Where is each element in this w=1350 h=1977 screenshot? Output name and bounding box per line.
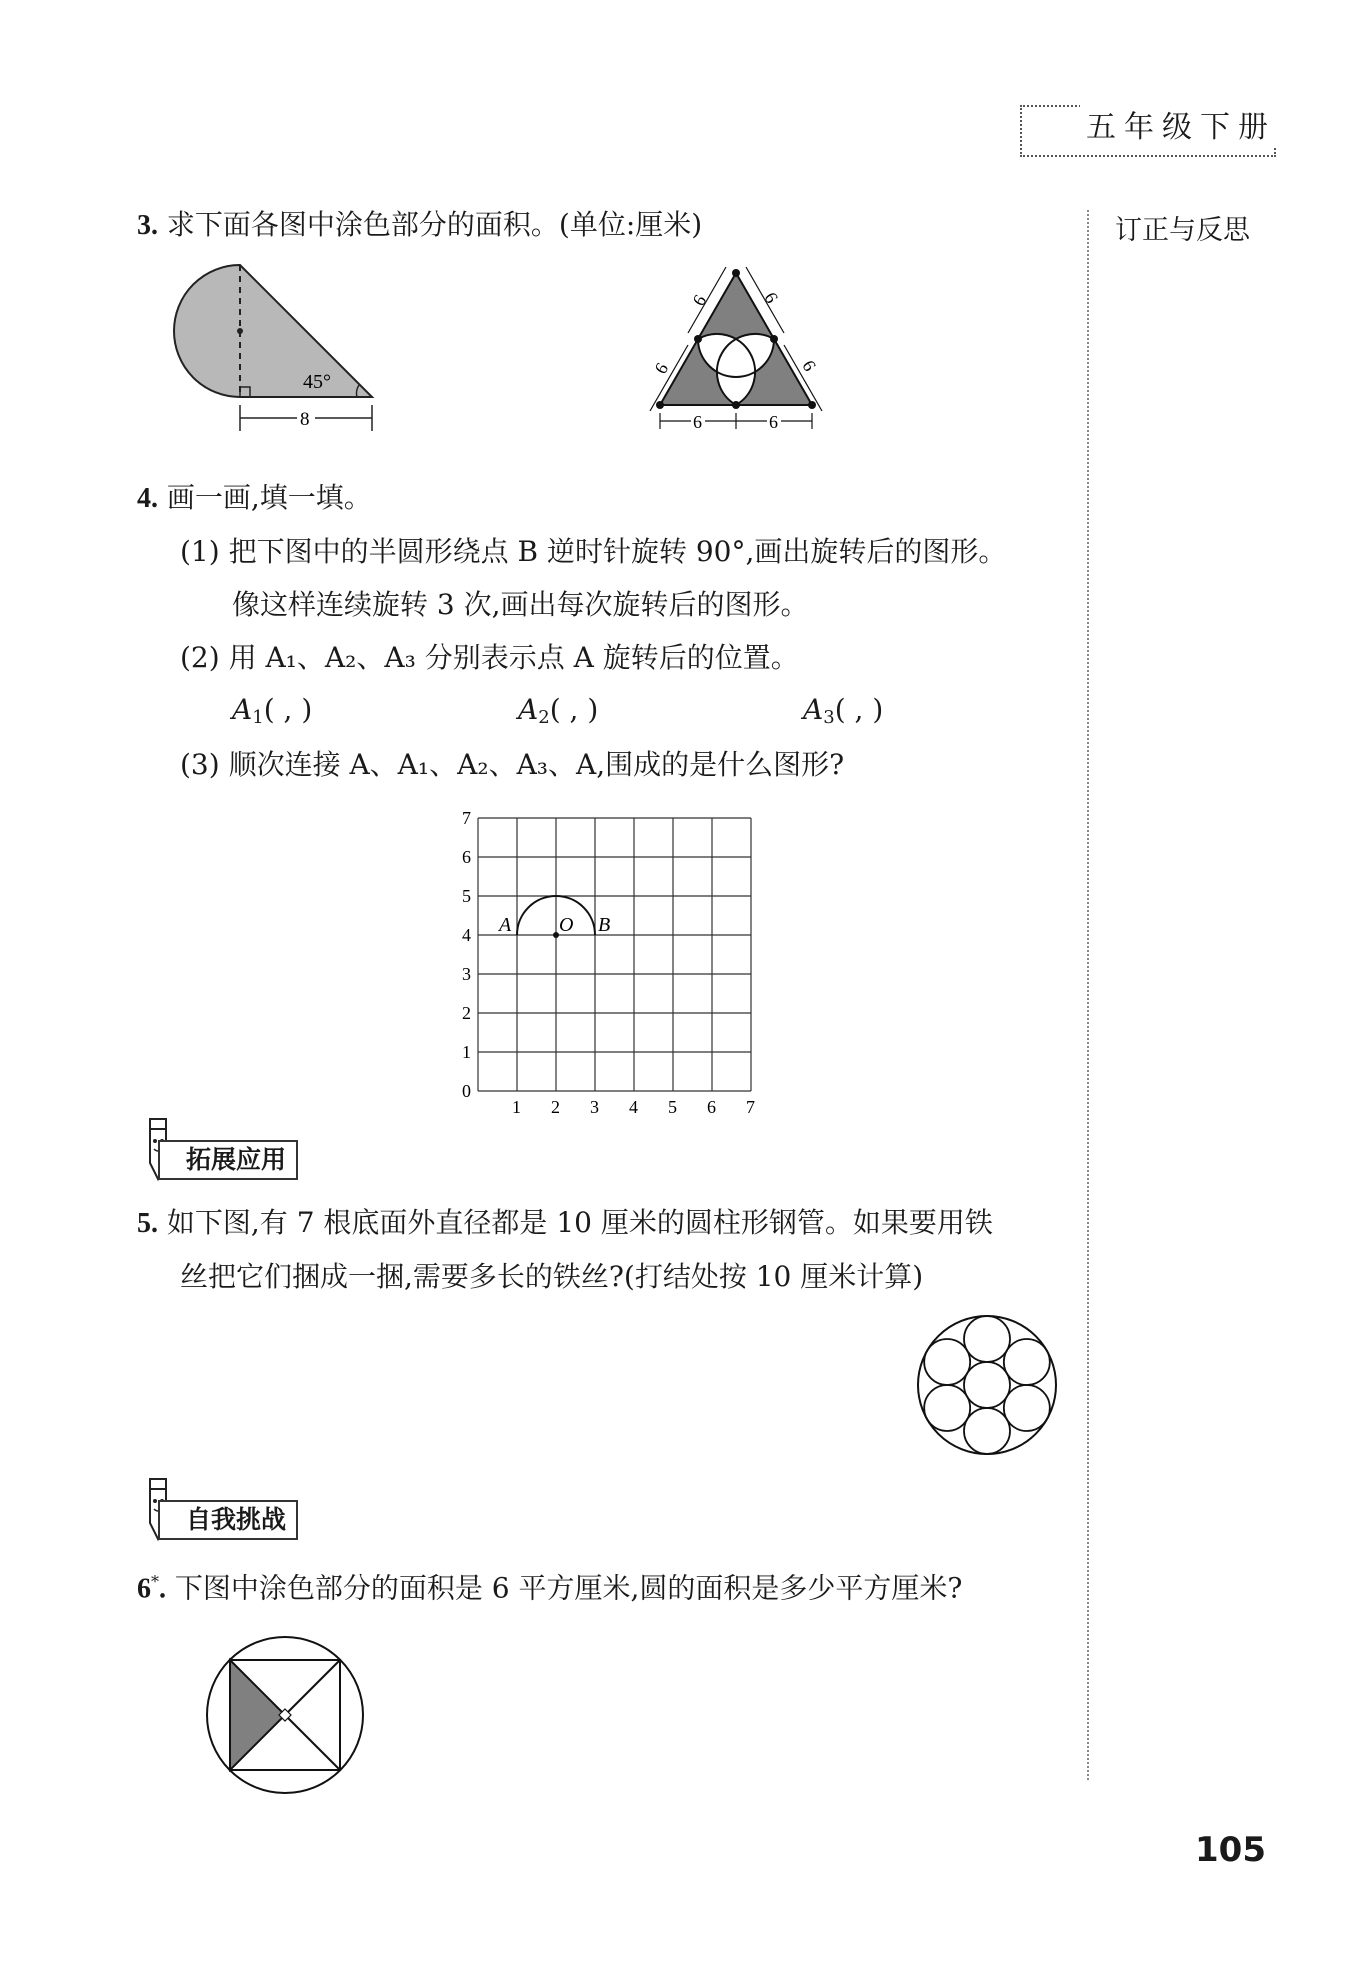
question-text: 画一画,填一填。	[166, 481, 372, 514]
angle-label: 45°	[303, 371, 331, 393]
pipe-circle	[964, 1362, 1010, 1408]
question-text-line2: 丝把它们捆成一捆,需要多长的铁丝?(打结处按 10 厘米计算)	[180, 1260, 924, 1293]
q3-figure-2	[640, 255, 840, 440]
coordinate-grid	[455, 800, 785, 1120]
question-4	[137, 478, 372, 519]
x-tick-label: 1	[512, 1097, 521, 1117]
question-6: 6*. 下图中涂色部分的面积是 6 平方厘米,圆的面积是多少平方厘米?	[137, 1571, 963, 1605]
side-label: 6	[693, 412, 702, 432]
side-label: 6	[688, 291, 711, 310]
q4-part3: (3) 顺次连接 A、A₁、A₂、A₃、A,围成的是什么图形?	[180, 748, 845, 781]
pipe-circle	[1004, 1339, 1050, 1385]
question-number: 6	[137, 1573, 151, 1605]
grade-label: 五年级下册	[1080, 102, 1282, 146]
question-text-line1: 如下图,有 7 根底面外直径都是 10 厘米的圆柱形钢管。如果要用铁	[166, 1206, 993, 1239]
pipes-figure	[912, 1310, 1062, 1460]
y-tick-label: 6	[462, 847, 471, 867]
answer-blank-a3: $A_3$( , )	[803, 693, 884, 728]
sidebar-title: 订正与反思	[1115, 215, 1250, 246]
circle-square-figure	[200, 1630, 370, 1800]
point-a-label: A	[499, 914, 512, 936]
pipe-circle	[1004, 1385, 1050, 1431]
x-tick-label: 6	[707, 1097, 716, 1117]
side-label: 6	[760, 288, 783, 307]
pipe-circle	[924, 1385, 970, 1431]
x-tick-label: 7	[746, 1097, 755, 1117]
y-tick-label: 3	[462, 964, 471, 984]
answer-blank-a1: $A_1$( , )	[232, 693, 313, 728]
q4-part2: (2) 用 A₁、A₂、A₃ 分别表示点 A 旋转后的位置。	[180, 641, 799, 674]
section-title-extension: 拓展应用	[158, 1140, 298, 1180]
point-b-label: B	[598, 914, 611, 936]
x-tick-label: 2	[551, 1097, 560, 1117]
page-number: 105	[1195, 1830, 1266, 1870]
pipe-circle	[964, 1316, 1010, 1362]
y-tick-label: 0	[462, 1081, 471, 1101]
y-tick-label: 4	[462, 925, 471, 945]
q4-part1-line2: 像这样连续旋转 3 次,画出每次旋转后的图形。	[232, 588, 809, 621]
question-text: 求下面各图中涂色部分的面积。(单位:厘米)	[166, 208, 703, 241]
side-label: 6	[650, 359, 673, 378]
question-number: 3.	[137, 210, 158, 241]
side-label: 6	[769, 412, 778, 432]
pipe-circle	[964, 1408, 1010, 1454]
point-o-label: O	[559, 914, 574, 936]
answer-blank-a2: $A_2$( , )	[518, 693, 599, 728]
question-number: 5.	[137, 1208, 158, 1239]
question-3	[137, 205, 702, 246]
q4-part1-line1: (1) 把下图中的半圆形绕点 B 逆时针旋转 90°,画出旋转后的图形。	[180, 535, 1007, 568]
x-tick-label: 4	[629, 1097, 638, 1117]
y-tick-label: 5	[462, 886, 471, 906]
x-tick-label: 5	[668, 1097, 677, 1117]
side-label: 6	[798, 356, 821, 375]
question-5	[137, 1203, 993, 1244]
question-text: 下图中涂色部分的面积是 6 平方厘米,圆的面积是多少平方厘米?	[174, 1571, 963, 1605]
y-tick-label: 2	[462, 1003, 471, 1023]
section-title-challenge: 自我挑战	[158, 1500, 298, 1540]
base-label: 8	[300, 409, 310, 430]
q3-figure-1	[160, 255, 390, 435]
y-tick-label: 1	[462, 1042, 471, 1062]
y-tick-label: 7	[462, 808, 471, 828]
x-tick-label: 3	[590, 1097, 599, 1117]
question-number: 4.	[137, 483, 158, 514]
pipe-circle	[924, 1339, 970, 1385]
sidebar-divider	[1087, 210, 1089, 1780]
